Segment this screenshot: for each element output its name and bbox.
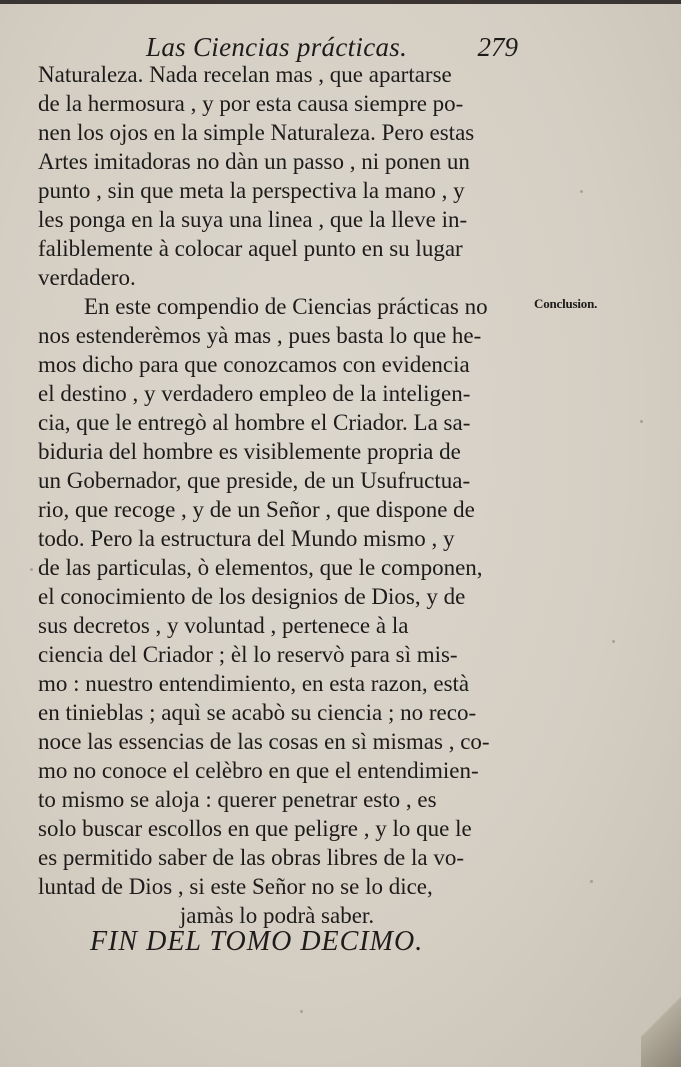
running-title: Las Ciencias prácticas. — [146, 32, 408, 62]
text-line: En este compendio de Ciencias prácticas no — [84, 294, 488, 319]
text-line: de la hermosura , y por esta causa siempre po- — [38, 91, 464, 116]
text-line: nen los ojos en la simple Naturaleza. Pero estas — [38, 120, 475, 145]
text-line: Artes imitadoras no dàn un passo , ni ponen un — [38, 149, 470, 174]
text-line: solo buscar escollos en que peligre , y lo que le — [38, 816, 472, 841]
text-line: les ponga en la suya una linea , que la lleve in- — [38, 207, 468, 232]
text-line: biduria del hombre es visiblemente propria de — [38, 439, 461, 464]
page-corner-fold — [641, 977, 681, 1067]
text-line: el destino , y verdadero empleo de la inteligen- — [38, 381, 471, 406]
page-number: 279 — [477, 32, 518, 62]
margin-note: Conclusion. — [534, 296, 598, 311]
text-line: sus decretos , y voluntad , pertenece à la — [38, 613, 409, 638]
text-line: faliblemente à colocar aquel punto en su lugar — [38, 236, 463, 261]
text-line: ciencia del Criador ; èl lo reservò para sì mis- — [38, 642, 458, 667]
text-line: en tinieblas ; aquì se acabò su ciencia ; no reco- — [38, 700, 477, 725]
text-line: verdadero. — [38, 265, 136, 290]
text-line: rio, que recoge , y de un Señor , que dispone de — [38, 497, 475, 522]
page-top-edge — [0, 0, 681, 4]
text-line: de las particulas, ò elementos, que le componen, — [38, 555, 483, 580]
text-line: mos dicho para que conozcamos con evidencia — [38, 352, 470, 377]
finis-line: FIN DEL TOMO DECIMO. — [90, 926, 424, 957]
text-line: noce las essencias de las cosas en sì mismas , co- — [38, 729, 490, 754]
text-line: nos estenderèmos yà mas , pues basta lo que he- — [38, 323, 482, 348]
text-line: es permitido saber de las obras libres de la vo- — [38, 845, 465, 870]
text-line: mo no conoce el celèbro en que el entendimien- — [38, 758, 479, 783]
text-line: to mismo se aloja : querer penetrar esto , es — [38, 787, 437, 812]
text-line: punto , sin que meta la perspectiva la mano , y — [38, 178, 465, 203]
text-line: cia, que le entregò al hombre el Criador. La sa- — [38, 410, 471, 435]
text-line: luntad de Dios , si este Señor no se lo dice, — [38, 874, 433, 899]
text-line-final: jamàs lo podrà saber. — [179, 903, 375, 928]
body-text — [38, 60, 516, 930]
text-line: el conocimiento de los designios de Dios, y de — [38, 584, 466, 609]
text-line: todo. Pero la estructura del Mundo mismo , y — [38, 526, 455, 551]
text-line: un Gobernador, que preside, de un Usufructua- — [38, 468, 471, 493]
text-line: mo : nuestro entendimiento, en esta razon, està — [38, 671, 470, 696]
text-line: Naturaleza. Nada recelan mas , que apartarse — [38, 62, 452, 87]
